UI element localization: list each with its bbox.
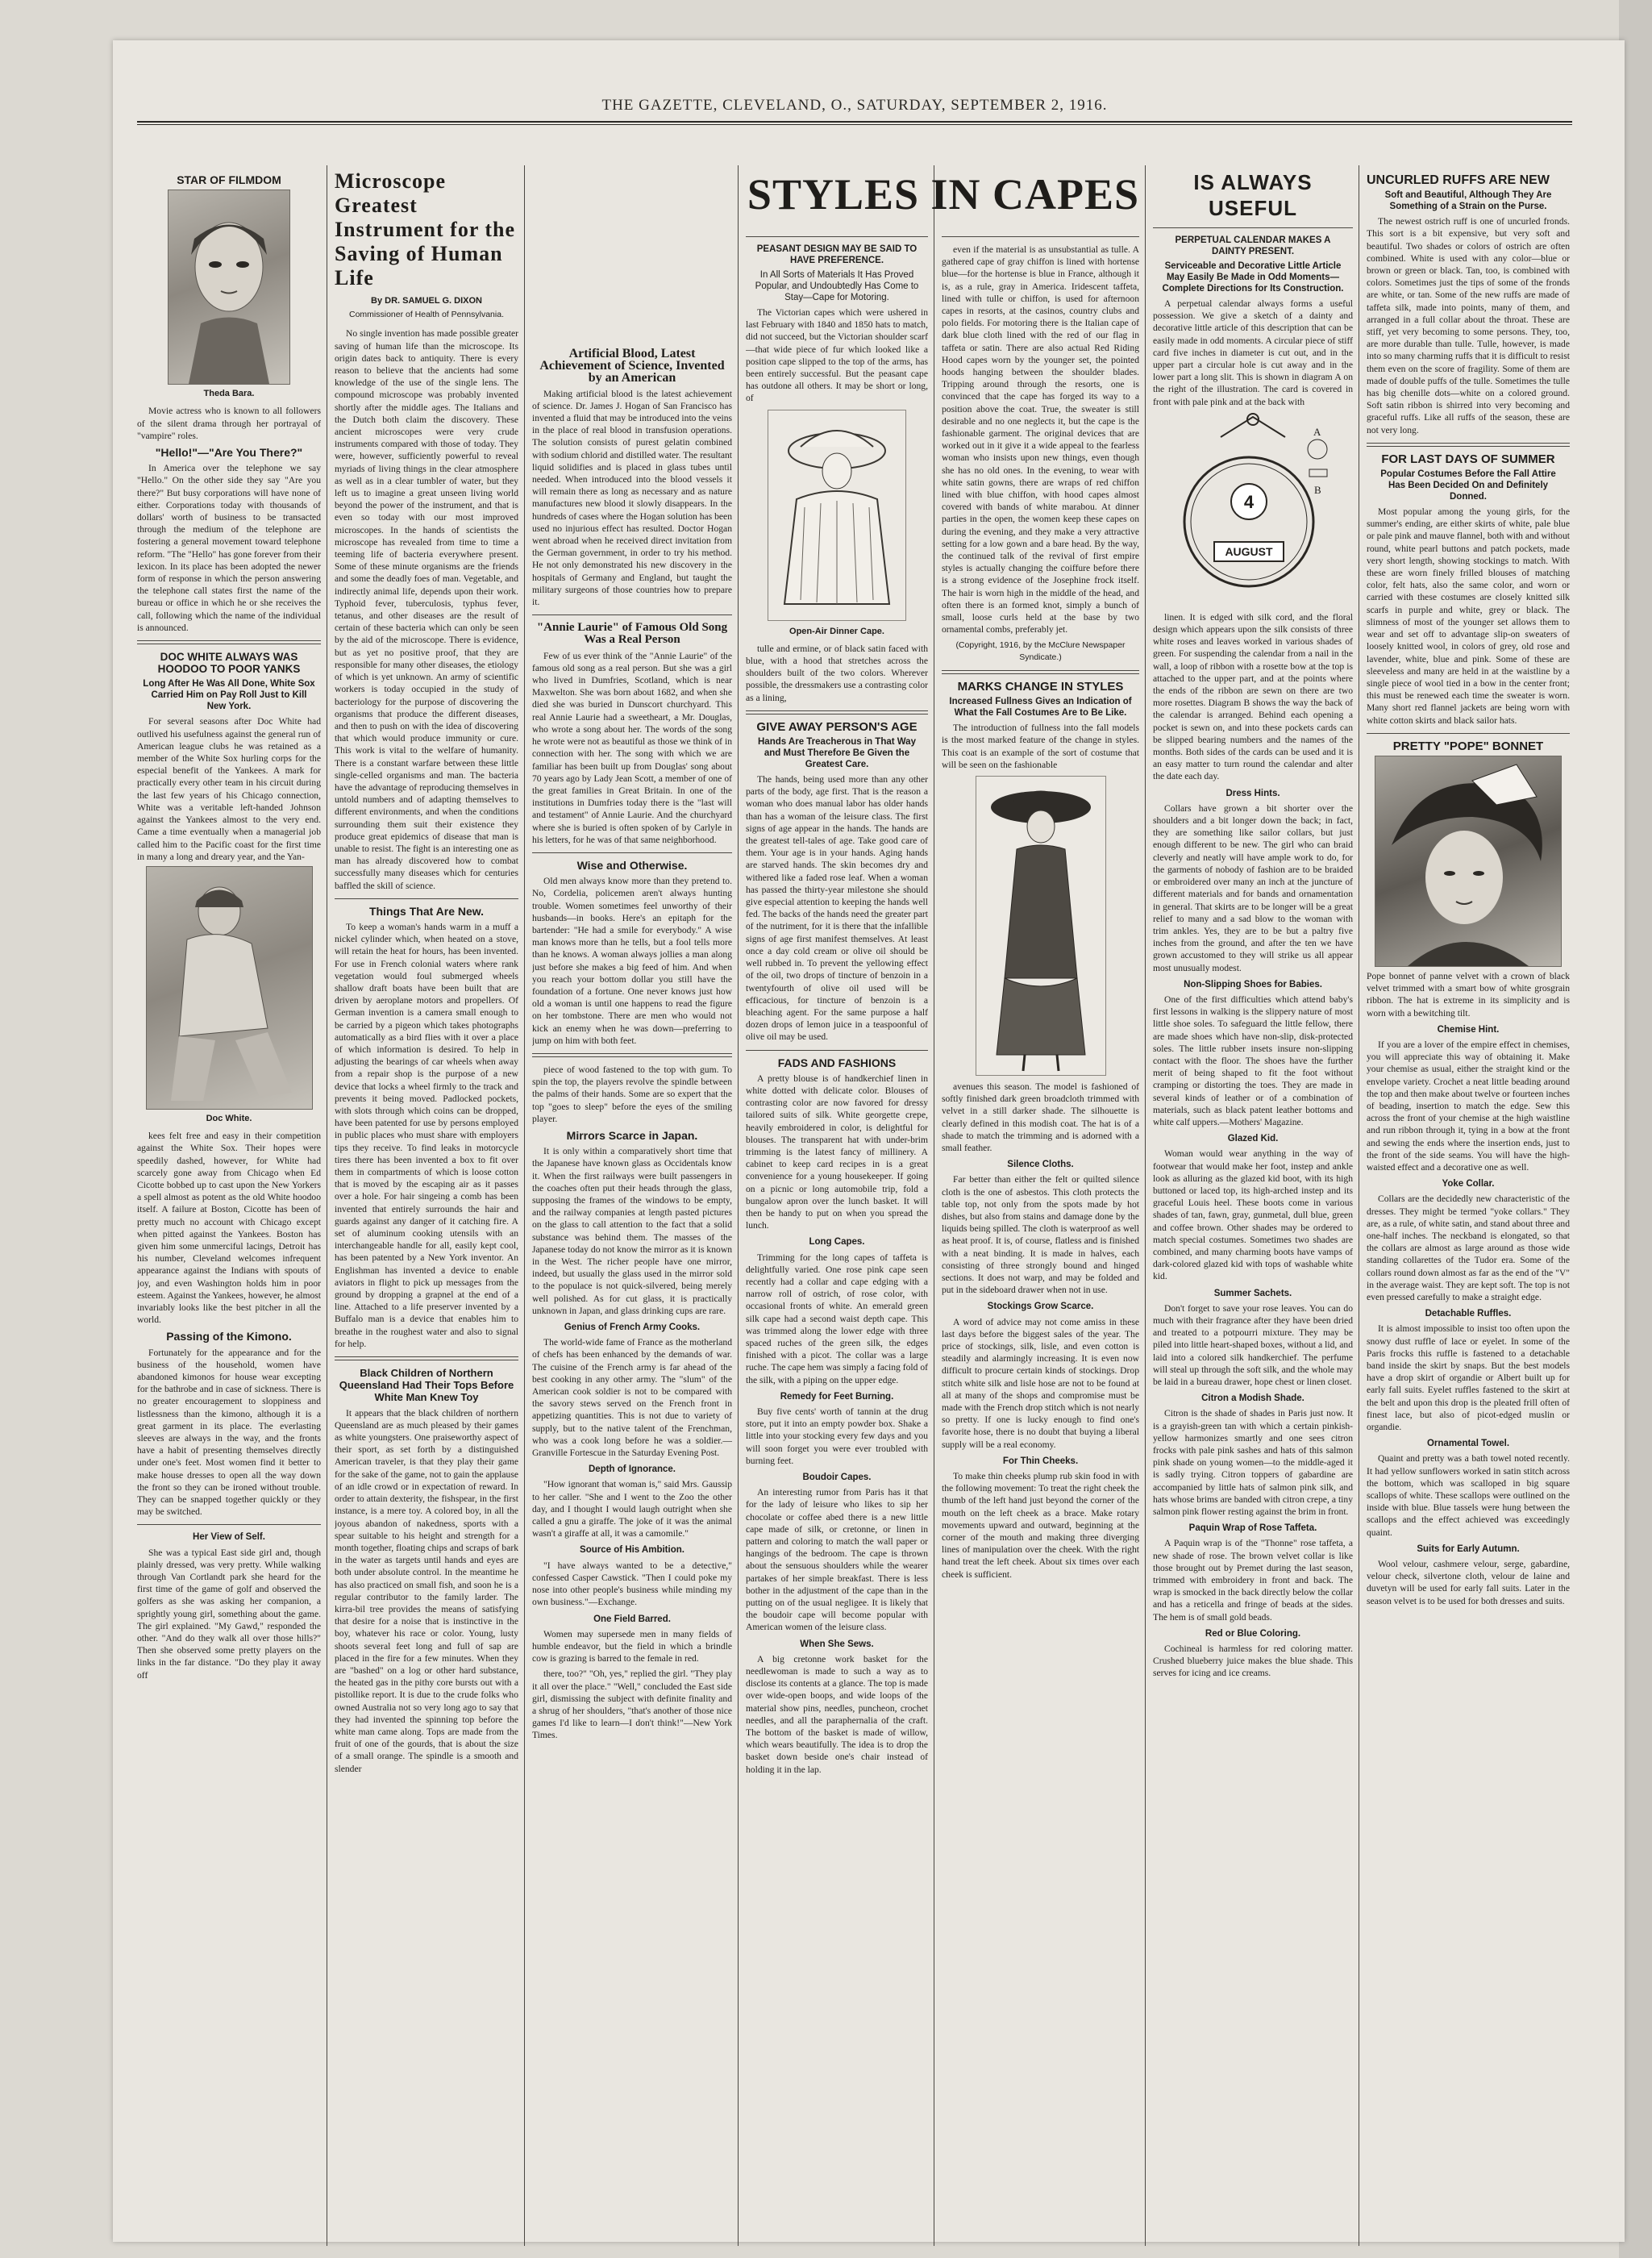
dress-hints-text: Collars have grown a bit shorter over the shoulders and a bit longer down the back; in fact, they are something like sailor collars, but just enough different to be new. The girl who can braid cleverly and neatly will have ample work to do, for the garments of nobody of fashion are to be braided or embroidered over many an inch at the juncture of different materials and for bands and ornamentation in general. That skirts are to be longer will be a great relief to many and a sad blow to the woman with trim ankles. Yes, they are to be but a paltry five inches from the ground, and after the ten we have grown accustomed to they will strike us all appear most unusually modest. xyxy=(1153,802,1353,973)
dinner-cape-illustration xyxy=(768,410,906,621)
microscope-text: No single invention has made possible greater saving of human life than the microscope. Its origin dates back to antiquity. There is every reason to believe that the ancients had some knowledge of the use of the single lens. The compound microscope was probably invented shortly after the middle ages. The Italians and the Dutch both claim the discovery. These ancient microscopes were very crude instruments compared with those of today. They were, however, sufficiently powerful to reveal myriads of living things in the clear atmosphere as well as in a clear tumbler of water, but they left us to imagine a great unseen living world beyond the power of the instrument, and that is even so today with our most improved microscopes. In the hands of scientists the microscope has revealed from time to time a teeming life of bacteria everywhere present. Some of these minute organisms are the friends and some the deadly foes of man. Vegetable, and indirectly animal life, depends upon their work. Typhoid fever, tuberculosis, typhus fever, tetanus, and other diseases are the result of certain of these bacteria which can only be seen by the aid of the microscope. There is evidence, but as yet no positive proof, that they are responsible for many other diseases, the etiology of which is yet unknown. An army of scientific workers is today occupied in the study of bacteriology for the purpose of discovering the organisms that produce the different diseases, and then to push on with the idea of discovering that which would produce immunity or cure. This work is vital to the welfare of humanity. There is a constant warfare between these little single-celled organisms and man. The bacteria have the advantage of reproducing themselves in untold numbers and of adapting themselves to different environments, and when the conditions surrounding them suit their existence they produce great epidemics of disease that man is unable to resist. The fight is an interesting one as man has already discovered how to combat successfully many diseases which for centuries baffled the skill of science. xyxy=(335,328,518,891)
hello-text: In America over the telephone we say "Hello." On the other side they say "Are you there?" But busy corporations will have none of either. Corporations today with thousands of dollars' worth of business to be transacted through the medium of the telephone are fostering a general movement toward telephone reform. "The "Hello" has gone forever from their lexicon. In its place has been adopted the newer form of response in which the person answering the telephone call states first the name of the bureau or office in which he or she receives the call, following which the name of the individual is announced. xyxy=(137,463,321,633)
capes-text-2: tulle and ermine, or of black satin faced with blue, with a hood that stretches across the shoulders built of the two colors. Wherever possible, the dressmakers use a contrasting color as a lining, xyxy=(746,643,928,703)
useful-text-2: linen. It is edged with silk cord, and the floral design which appears upon the silk consists of three white roses and leaves worked in various shades of green. For suspending the calendar from a nail in the wall, a loop of ribbon with a rosette bow at the top is attached to the upper part, and at the points where the ends of the ribbon are sewn on there are two more rosettes. Diagram B shows the way the back of the calendar is arranged. Behind each opening a pocket is sewn on, and into these pockets cards can be slipped bearing numbers and the names of the months. Both sides of the cards can be used and it is an easy matter to turn round the calendar and alter the date each day. xyxy=(1153,611,1353,782)
capes-copyright: (Copyright, 1916, by the McClure Newspaper Syndicate.) xyxy=(955,639,1126,662)
blood-headline: Artificial Blood, Latest Achievement of Science, Invented by an American xyxy=(539,347,725,385)
chemise-headline: Chemise Hint. xyxy=(1437,1024,1500,1035)
kimono-text: Fortunately for the appearance and for the business of the household, women have abandoned kimonos for house wear excepting for the bathrobe and in case of sickness. There is no greater encouragement to sloppiness and listlessness than the kimono, although it is a great garment in its place. The everlasting sleeves are always in the way, and the fronts have a habit of presenting themselves directly under one's feet. Most women find it better to make house dresses to open all the way down the front so they can be ironed without trouble. They can be snapped together quickly or they may be switched. xyxy=(137,1347,321,1518)
redblue-headline: Red or Blue Coloring. xyxy=(1205,1628,1301,1639)
mirrors-text: It is only within a comparatively short time that the Japanese have known glass as Occidentals know it. When the first railways were built passengers in the coaches often put their heads through the glass, supposing the frames of the windows to be empty, and the railway companies at length pasted pictures on the glass to call attention to the fact that a solid substance was behind them. The masses of the Japanese today do not know the mirror as it is known in the West. The richer people have one mirror, indeed, but usually the glass used in the mirror sold to the populace is not quick-silvered, being merely well polished. As for cut glass, it is practically unknown in Japan, and glass drinking cups are rare. xyxy=(532,1146,732,1316)
column-4 xyxy=(746,230,928,2230)
sachets-text: Don't forget to save your rose leaves. You can do much with their fragrance after they have been dried and treated to a potpourri mixture. They may be piled into little heart-shaped boxes, without a lid, and laid into a colored silk handkerchief. The perfume will steal up through the soft silk, and the whole may be laid in a bureau drawer, hope chest or linen closet. xyxy=(1153,1302,1353,1388)
summer-text: Most popular among the young girls, for the summer's ending, are either skirts of white, pale blue or pale pink and mauve flannel, both with and without round, white pearl buttons and patch pockets, made very short length, showing stockings to match. With these are worn finely frilled blouses of matching color, felt hats, also the same color, and worn or carried with these costumes are closely knitted silk scarfs in purple and white, grey or black. The slimness of most of the younger set allows them to wear and set off to advantage slip-on sweaters of loosely knitted wool, in colors of grey, old rose and lavender, white, blue and pink. Some of these are sleeveless and many are held in at the waistline by a single piece of wool tied in a bow in the center front; this must be renewed each time the sweater is worn. Many short red flannel jackets are being worn with white cotton skirts and black sailor hats. xyxy=(1367,506,1570,726)
stockings-text: A word of advice may not come amiss in these last days before the biggest sales of the year. The price of stockings, silk, lisle, and even cotton is steadily and alarmingly increasing. It is even now difficult to procure certain kinds of stockings. Drop stitch white silk and lisle hose are not to be found at all at many of the shops and compromise must be made with the French drop stitch which is not nearly so pretty. If one is lucky enough to find one's favorite hose, there is no doubt that buying a liberal supply will be a real economy. xyxy=(942,1316,1139,1450)
doc-white-text: For several seasons after Doc White had outlived his usefulness against the general run of American league clubs he was retained as a member of the White Sox hurling corps for the especial benefit of the Yankees. A mark for practically every other team in his circuit during the last few years of his Chicago connection, White was a veritable left-handed Johnson against the Yankees almost to the very end. Came a time eventually when a managerial job called him to the Pacific coast for the first time in many a long and dreary year, and the Yan- xyxy=(137,716,321,862)
ruffs-deck: Soft and Beautiful, Although They Are Something of a Strain on the Purse. xyxy=(1384,190,1552,212)
capes-deck-2: In All Sorts of Materials It Has Proved Popular, and Undoubtedly Has Come to Stay—Cape for Motoring. xyxy=(755,270,919,302)
yoke-headline: Yoke Collar. xyxy=(1442,1179,1495,1189)
age-text: The hands, being used more than any other parts of the body, age first. That is the reason a woman who does manual labor has older hands than has a woman of the leisure class. The first signs of age appear in the hands. The hands are the greatest tell-tales of age. Take good care of them. Your age is in your hands. Aging hands are starved hands. The skin becomes dry and withered like a faded rose leaf. When a woman has passed the thirty-year milestone she should give especial attention to keeping the hands well fed. The backs of the hands need the greater part of the nutriment, for it is there that the infallible signs of age first manifest themselves. At least once a day cold cream or olive oil should be well rubbed in. To prevent the yellowing effect of the oil, two drops of tincture of benzoin in a twentyfourth of olive oil used will be efficacious, for tincture of benzoin is a bleaching agent. For the same purpose a half dozen drops of lemon juice in a teaspoonful of olive oil may be used. xyxy=(746,774,928,1043)
capes-headline: STYLES IN CAPES xyxy=(747,170,1140,219)
star-text: Movie actress who is known to all followers of the silent drama through her portrayal of "vampire" roles. xyxy=(137,406,321,441)
useful-deck-2: Serviceable and Decorative Little Article May Easily Be Made in Odd Moments—Complete Directions for Its Construction. xyxy=(1162,261,1344,294)
fall-coat-illustration xyxy=(976,776,1106,1076)
suits-headline: Suits for Early Autumn. xyxy=(1417,1544,1520,1554)
masthead-rule xyxy=(137,121,1572,123)
mirrors-headline: Mirrors Scarce in Japan. xyxy=(566,1128,698,1142)
ruffles-headline: Detachable Ruffles. xyxy=(1425,1309,1512,1319)
calendar-drawing xyxy=(1164,413,1342,606)
glazed-text: Woman would wear anything in the way of footwear that would make her foot, instep and ankle look as alluring as the glazed kid boot, with its high buttoned or laced top, its high-arched instep and its graceful Louis heel. These boots come in various shades of tan, fawn, gray, gunmetal, dull blue, green and coffee brown. Other shades may be ordered to match special costumes. Sometimes two shades are combined, and many charming boots have vamps of dark-colored glazed kid with tops of washable white kid. xyxy=(1153,1148,1353,1282)
microscope-headline: Microscope Greatest Instrument for the Saving of Human Life xyxy=(335,169,516,290)
stockings-headline: Stockings Grow Scarce. xyxy=(987,1302,1094,1312)
view-headline: Her View of Self. xyxy=(193,1532,265,1543)
section-rule xyxy=(746,710,928,714)
star-photo-caption: Theda Bara. xyxy=(203,389,255,399)
summer-headline: FOR LAST DAYS OF SUMMER xyxy=(1381,452,1555,466)
black-children-text: It appears that the black children of northern Queensland are as much pleased by their games as white youngsters. One praiseworthy aspect of their sport, as set forth by a distinguished American traveler, is that they play their game for the sake of the game, not to gain the applause of an idle crowd or in expectation of reward. In order to attain dexterity, the fishspear, in the first instance, is a mere toy. A colored boy, in all the joyous abandon of nakedness, sports with a spear suitable to his height and strength for a month together, floating chips and scraps of bark in the water as targets until hands and eyes are both under absolute control. In the meantime he has also practiced on small fish, and soon he is a regular contributor to the family larder. The kirra-bil tree provides the means of satisfying that desire for a noise that is instinctive in the boy, whatever his race or color. Young, lusty shoots several feet long and full of sap are placed in the fire for a few minutes. When they are "bashed" on a log or other hard substance, the heated gas in the pithy core bursts out with a pistollike report. It is due to the crude folks who owned Australia not so very long ago to say that they had invented the spinning top before the white man came along. Tops are made from the fruit of one of the gourds, that is about the size of a small orange. The spindle is a smooth and slender xyxy=(335,1407,518,1774)
depth-headline: Depth of Ignorance. xyxy=(589,1464,676,1475)
ruffs-headline: UNCURLED RUFFS ARE NEW xyxy=(1367,173,1550,187)
doc-white-deck: Long After He Was All Done, White Sox Carried Him on Pay Roll Just to Kill New York. xyxy=(143,679,315,712)
fads-text: A pretty blouse is of handkerchief linen in white dotted with delicate color. Blouses of contrasting color are now favored for dressy tailored suits of silk. White georgette crepe, heavily embroidered in color, is delightful for blouses. The transparent hat with under-brim trimming is the latest fancy of millinery. A cabinet to keep card recipes in is a great convenience for a young housekeeper. If going on a picnic or long automobile trip, fold a bungalow apron over the lunch basket. It will then be handy to put on when you spread the lunch. xyxy=(746,1073,928,1231)
calendar-day-number: 4 xyxy=(1243,491,1255,512)
fullness-text-2: avenues this season. The model is fashioned of softly finished dark green broadcloth trimmed with velvet in a still darker shade. The silhouette is clearly defined in this modish coat. The hat is of a shade to match the trimming and is adorned with a small feather. xyxy=(942,1081,1139,1153)
towel-text: Quaint and pretty was a bath towel noted recently. It had yellow sunflowers worked in satin stitch across the bottom, which was scalloped in big square scallops of white. These scallops were outlined on the inside with blue. Blue tassels were hung between the scallops and the effect achieved was exceedingly quaint. xyxy=(1367,1453,1570,1538)
sachets-headline: Summer Sachets. xyxy=(1213,1288,1292,1298)
ambition-headline: Source of His Ambition. xyxy=(580,1545,685,1556)
column-2 xyxy=(335,169,518,2234)
nonslip-headline: Non-Slipping Shoes for Babies. xyxy=(1184,979,1322,989)
remedy-text: Buy five cents' worth of tannin at the drug store, put it into an empty powder box. Shake a little into your stocking every few days and you will soon forget you were ever troubled with burning feet. xyxy=(746,1406,928,1466)
doc-white-headline: DOC WHITE ALWAYS WAS HOODOO TO POOR YANKS xyxy=(157,651,301,676)
column-divider xyxy=(738,165,739,2246)
microscope-credit: Commissioner of Health of Pennsylvania. xyxy=(348,310,504,320)
chemise-text: If you are a lover of the empire effect in chemises, you will appreciate this way of obtaining it. Make your chemise as usual, either the straight kind or the envelope variety. Crochet a neat little beading around the top and then make about twelve or fourteen inches of beading, insertion to match the edge. Sew this across the front of your chemise at the high waistline and run ribbon through it, tying in a bow at the front and sewing the ends where the insertion ends, just to the front of the side seams. You will have the high-waisted effect and a decorative one as well. xyxy=(1367,1039,1570,1173)
masthead: THE GAZETTE, CLEVELAND, O., SATURDAY, SEPTEMBER 2, 1916. xyxy=(601,97,1108,114)
ruffles-text: It is almost impossible to insist too often upon the snowy dust ruffle of lace or eyelet. In some of the Paris frocks this ruffle is fastened to a detachable band inside the skirt by snaps. But the best models have a drop skirt of organdie or Albert built up for early fall suits. Eyelet ruffles fastened to the skirt at the belt and upon this drop is the pleated frill often of finest lace, but also of picot-edged muslin or organdie. xyxy=(1367,1323,1570,1433)
field-headline: One Field Barred. xyxy=(593,1614,671,1624)
doc-white-caption: Doc White. xyxy=(206,1113,252,1123)
doc-white-photo xyxy=(146,866,313,1110)
ambition-text: "I have always wanted to be a detective," confessed Casper Cawstick. "Then I could poke my nose into other people's business while minding my own business."—Exchange. xyxy=(532,1560,732,1608)
section-rule xyxy=(942,670,1139,674)
column-5 xyxy=(942,230,1139,2230)
section-rule xyxy=(335,1356,518,1360)
paquin-text: A Paquin wrap is of the "Thonne" rose taffeta, a new shade of rose. The brown velvet collar is like those brought out by Premet during the last season, trimmed with embroidery in front and back. The wrap is smocked in the back directly below the collar and has a reticella and fringe of beads at the sides. The hem is of small gold beads. xyxy=(1153,1538,1353,1623)
glazed-headline: Glazed Kid. xyxy=(1227,1134,1279,1144)
column-6 xyxy=(1153,169,1353,2234)
column-divider xyxy=(1145,165,1146,2246)
kimono-headline: Passing of the Kimono. xyxy=(166,1330,292,1344)
field-text: Women may supersede men in many fields of humble endeavor, but the field in which a brindle cow is grazing is barred to the female in red. xyxy=(532,1628,732,1664)
age-headline: GIVE AWAY PERSON'S AGE xyxy=(756,719,918,734)
section-rule xyxy=(746,236,928,237)
column-3 xyxy=(532,169,732,2234)
things-text: To keep a woman's hands warm in a muff a nickel cylinder which, when heated on a stove, will retain the heat for hours, has been invented. For use in French colonial waters where rank vegetation would foul submerged wheels shallow draft boats have been built that are driven by aeroplane motors and propellers. Of German invention is a camera small enough to be carried by a pigeon which takes photographs automatically as a bird flies with it over a place of which information is desired. To help in adjusting the bearings of car wheels when away from a repair shop is the purpose of a new device that locks a wheel firmly to the track and prevents it being moved. Padlocked pockets, with slots through which coins can be dropped, have been patented for use by persons employed in public places who must share with employers tips they receive. To find leaks in motorcycle tires there has been invented a box to fit over them in compartments of which is loose cotton that is moved by the escaping air as it passes over a hole. For hair singeing a comb has been invented that entirely surrounds the hair and guards against any danger of it catching fire. A set of aluminum cooking utensils with an interchangeable handle for all, easily kept cool, has been patented by a New York inventor. An Englishman has invented a device to enable aviators in flight to pick up messages from the ground by dropping a grapnel at the end of a line. Attached to a life preserver invented by a Buffalo man is a device that enables him to breathe in the roughest water and also to signal for help. xyxy=(335,921,518,1349)
calendar-month-label: AUGUST xyxy=(1225,544,1273,558)
capes-continued-text: even if the material is as unsubstantial as tulle. A gathered cape of gray chiffon is lined with hortense blue—for the hortense is blue in France, although it is, as a rule, gray in America. Iridescent taffeta, lined with tulle or chiffon, is used for afternoon capes in resorts, at the casinos, country clubs and polo fields. For motoring there is the Italian cape of dark blue cloth lined with the red of our flag in taffeta or satin. There are also actual Red Riding Hood capes worn by the younger set, the pointed hoods hanging between the shoulder blades. Tripping around through the resorts, one is convinced that the cape has forged its way to a position above the coat. True, the sweater is still desirable and no one neglects it, but the cape is the fashionable garment. The original devices that are worked out in it give it a wide appeal to the fearless woman who insists upon new things, even though she has no old ones. In the evening, to wear with white satin gowns, there are wraps of red chiffon lined with blue chiffon, with hood capes almost covered with bands of white marabou. At dinner parties in the open, the women keep these capes on during the evening, and they make a very attractive setting for a low gown and a bare head. By the way, the continued talk of the revival of first empire styles is actually changing the coiffure before there is a strong evidence of the Josephine frock itself. The hair is worn high in the middle of the head, and often there is an formed knot, simply a bunch of small, loose curls held at the base by two ornamental combs, preferably jet. xyxy=(942,244,1139,635)
citron-headline: Citron a Modish Shade. xyxy=(1201,1394,1305,1404)
ruffs-text: The newest ostrich ruff is one of uncurled fronds. This sort is a bit expensive, but very soft and beautiful. Two shades or colors of ostrich are often combined. White is used with any color—blue or brown or green or black. Tan, too, is combined with colors. Sometimes just the tips of some of the fronds are white, or tan. Some of the new ruffs are made of taffeta silk, made into points, many of them, and arranged in a full collar about the throat. These are stiff, yet very becoming to some persons. They, too, are more durable than tulle. Tulle, however, is made into so many charming ruffs that it is difficult to resist them even on the score of fragility. Some of them are made of double puffs of the tulle. Sometimes the tulle has big chenille dots—white on a colored ground. Soft satin ribbon is shirred into very becoming and graceful ruffs. Like all ruffs of the season, these are not very long. xyxy=(1367,216,1570,435)
long-capes-headline: Long Capes. xyxy=(809,1237,865,1248)
towel-headline: Ornamental Towel. xyxy=(1426,1439,1510,1449)
theda-bara-photo xyxy=(168,190,290,385)
microscope-byline: By DR. SAMUEL G. DIXON xyxy=(371,296,482,306)
cooks-headline: Genius of French Army Cooks. xyxy=(564,1323,701,1333)
section-rule xyxy=(335,898,518,899)
boudoir-text: An interesting rumor from Paris has it that for the lady of leisure who likes to sip her chocolate or coffee abed there is a new little cape made of silk, or cretonne, or linen in pattern and coloring to match the wall paper or hangings of the bedroom. The cape is thrown about the sensuous shoulders while the wearer partakes of her simple breakfast. There is less bother in the adjustment of the cape than in the putting on of the usual negligee. It is likely that the boudoir cape will become popular with American women of the leisure class. xyxy=(746,1487,928,1633)
useful-text: A perpetual calendar always forms a useful possession. We give a sketch of a dainty and decorative little article of this description that can be easily made in odd moments. A circular piece of stiff card five inches in diameter is cut out, and in the upper part a circular hole is cut away and in the lower part a long slit. This is shown in diagram A on the right of the illustration. The card is covered in front with pale pink and at the back with xyxy=(1153,298,1353,407)
section-rule xyxy=(746,1050,928,1051)
silence-text: Far better than either the felt or quilted silence cloth is the one of asbestos. This cloth protects the table top, not only from the spots made by hot dishes, but also from stains and damage done by the liquids being spilled. The cloth is waterproof as well as heat proof. It is, of course, flatless and is finished with a neat binding. It is made in halves, each consisting of three strongly bound and hinged sections. It does not warp, and may be folded and put in the sideboard drawer when not in use. xyxy=(942,1174,1139,1296)
hello-headline: "Hello!"—"Are You There?" xyxy=(155,446,303,460)
section-rule xyxy=(1367,443,1570,447)
citron-text: Citron is the shade of shades in Paris just now. It is a grayish-green tan with which a certain pinkish-yellow harmonizes smartly and one sees citron frocks with pale pink sashes and hats of this salmon pink shade on young women—to the middle-aged it is sadly trying. Citron toppers of gabardine are accompanied by little hats of salmon pink silk, and hats whose brims are banded with citron crepe, a tiny salmon pink flower resting against the brim in front. xyxy=(1153,1408,1353,1518)
column-1 xyxy=(137,169,321,2234)
section-rule xyxy=(1153,227,1353,228)
sew-headline: When She Sews. xyxy=(800,1639,874,1649)
newspaper-page xyxy=(113,40,1625,2242)
cheeks-text: To make thin cheeks plump rub skin food in with the following movement: To treat the right cheek the thumb of the left hand just beyond the corner of the mouth on the left cheek as a brace. Make rotary movements upward and outward, beginning at the corner of the mouth and making three diverging lines of manipulation over the cheek. With the right hand treat the left cheek. About six times over each cheek is sufficient. xyxy=(942,1471,1139,1580)
section-rule xyxy=(137,640,321,644)
useful-deck-1: PERPETUAL CALENDAR MAKES A DAINTY PRESENT. xyxy=(1175,235,1331,256)
sew-text: A big cretonne work basket for the needlewoman is made to such a way as to disclose its contents at a glance. The top is made over wide-open boops, and wide loops of the material show pins, needles, puncheon, crochet needles, and all the paraphernalia of the craft. The bottom of the basket is made of willow, which wears beautifully. The idea is to drop the basket down beside one's chair instead of holding it in the lap. xyxy=(746,1653,928,1775)
laurie-text: Few of us ever think of the "Annie Laurie" of the famous old song as a real person. But she was a girl who lived in Dumfries, Scotland, which is near Maxwelton. She was born about 1682, and when she died she was buried in Dunscort churchyard. This real Annie Laurie had a sweetheart, a Mr. Douglas, who wrote a song about her. The words of the song he wrote were not as beautiful as those we think of in connection with her. The song with which we are familiar has been built up from Douglas' song about 70 years ago by Lady Jean Scott, a member of one of the great families in Great Britain. In one of the institutions in Dumfries today there is the "last will and testament" of Annie Laurie. And the churchyard where she is buried is often spoken of by Carlyle in his letters, for he was of that same neighborhood. xyxy=(532,650,732,845)
portrait-illustration xyxy=(169,190,289,384)
fads-headline: FADS AND FASHIONS xyxy=(777,1056,897,1069)
section-rule xyxy=(532,852,732,853)
pope-caption: Pope bonnet of panne velvet with a crown of black velvet trimmed with a smart bow of white grosgrain ribbon. The hat is extreme in its simplicity and is worn with a bewitching tilt. xyxy=(1367,970,1570,1019)
diagram-b-label: B xyxy=(1314,483,1321,496)
remedy-headline: Remedy for Feet Burning. xyxy=(780,1391,894,1402)
depth-text: "How ignorant that woman is," said Mrs. Gaussip to her caller. "She and I went to the Zoo the other day, and I thought I would laugh outright when she called a gnu a giraffe. The joke of it was the animal wasn't a giraffe at all, it was a camomile." xyxy=(532,1479,732,1539)
blood-text: Making artificial blood is the latest achievement of science. Dr. James J. Hogan of San Francisco has invented a fluid that may be introduced into the veins in the place of real blood in transfusion operations. The solution consists of purest gelatin combined with sodium chlorid and distilled water. The resultant liquid solidifies and is placed in glass tubes until needed. When introduced into the blood vessels it will remain there as long as necessary and as nature manufactures new blood it slowly disappears. In the hundreds of cases where the Hogan solution has been used no injurious effect has resulted. Doctor Hogan went abroad when he received direct invitation from the German government, in order to try his method. He not only demonstrated his new discovery in the hospitals of Germany and England, but taught the military surgeons of those countries how to prepare it. xyxy=(532,388,732,608)
cape-caption: Open-Air Dinner Cape. xyxy=(789,626,884,636)
view-continuation: there, too?" "Oh, yes," replied the girl. "They play it all over the place." "Well," concluded the East side girl, dismissing the subject with definite finality and a shrug of her shoulders, "that's another of those nice games I'd like to learn—I don't think!"—New York Times. xyxy=(532,1669,732,1741)
laurie-headline: "Annie Laurie" of Famous Old Song Was a Real Person xyxy=(536,621,728,647)
silence-headline: Silence Cloths. xyxy=(1007,1160,1074,1170)
pope-bonnet-photo xyxy=(1375,756,1562,967)
cheeks-headline: For Thin Cheeks. xyxy=(1002,1456,1079,1466)
section-rule xyxy=(942,236,1139,237)
capes-text: The Victorian capes which were ushered in last February with 1840 and 1850 hats to match, did not succeed, but the Victorian shoulder scarf —that wide piece of fur which looked like a position cape slipped to the top of the arms, has been entirely successful. But the peasant cape has outdone all others. It may be short or long, of xyxy=(746,307,928,404)
cape-figure-drawing xyxy=(768,410,905,620)
coat-figure-drawing xyxy=(976,777,1105,1075)
microscope-continuation-space xyxy=(532,169,732,343)
wise-headline: Wise and Otherwise. xyxy=(576,858,688,872)
section-rule xyxy=(532,614,732,615)
nonslip-text: One of the first difficulties which attend baby's first lessons in walking is the slippery nature of most little shoe soles. To safeguard the little fellow, there are made shoes which have non-slip, disk-protected soles. The little rubber insets insure non-slipping contact with the floor. The shoes have the further merit of being shaped to fit the foot without cramping or distorting the toes. They are made in several kinds of leather or of a combination of materials, such as black patent leather bottoms and white calf uppers.—Mothers' Magazine. xyxy=(1153,994,1353,1127)
capes-deck-1: PEASANT DESIGN MAY BE SAID TO HAVE PREFERENCE. xyxy=(756,244,918,265)
doc-white-text-2: kees felt free and easy in their competition against the White Sox. Their hopes were speedily dashed, however, for White had scarcely gone away from Chicago when Ed Cicotte bobbed up to cast upon the New Yorkers a spell almost as potent as the old White hoodoo itself. A failure at Boston, Cicotte has been of pretty much no account with Chicago except when pitted against the Yankees. Boston has given him some unmerciful lacings, Detroit has his number, Cleveland welcomes infrequent appearance against the Indians with spouts of joy, and even Washington holds him in poor esteem. Against the Yankees, however, he almost invariably looks like the best pitcher in all the world. xyxy=(137,1131,321,1326)
redblue-text: Cochineal is harmless for red coloring matter. Crushed blueberry juice makes the blue shade. This serves for icing and ice creams. xyxy=(1153,1644,1353,1679)
age-deck: Hands Are Treacherous in That Way and Must Therefore Be Given the Greatest Care. xyxy=(758,737,916,770)
summer-deck: Popular Costumes Before the Fall Attire Has Been Decided On and Definitely Donned. xyxy=(1380,469,1556,502)
long-capes-text: Trimming for the long capes of taffeta is delightfully varied. One rose pink cape seen recently had a collar and cape edging with a narrow roll of ostrich, of rose color, with occasional fronts of white. An emerald green silk cape had a second waist depth cape. This was trimmed along the lower edge with three spaced ruches of the green silk, the edges finished with a picot. The collar was a large ruche. The cape hem was simply a facing fold of the silk, with a piping on the upper edge. xyxy=(746,1252,928,1385)
paquin-headline: Paquin Wrap of Rose Taffeta. xyxy=(1188,1523,1317,1534)
section-rule xyxy=(532,1053,732,1057)
section-rule xyxy=(137,1524,321,1525)
baseball-player-illustration xyxy=(147,867,312,1109)
calendar-illustration xyxy=(1164,413,1342,606)
diagram-a-label: A xyxy=(1313,425,1321,438)
things-headline: Things That Are New. xyxy=(368,904,485,918)
fullness-headline: MARKS CHANGE IN STYLES xyxy=(957,679,1124,694)
column-7 xyxy=(1367,169,1570,2234)
dress-hints-headline: Dress Hints. xyxy=(1225,788,1280,798)
star-headline: STAR OF FILMDOM xyxy=(177,173,281,186)
column-divider xyxy=(524,165,525,2246)
view-text: She was a typical East side girl and, though plainly dressed, was very pretty. While walking through Van Cortlandt park she heard for the first time of the game of golf and observed the golfers as she was asking her companion, a sprightly young girl, something about the game. The girl explained. "My Gawd," responded the other. "And do they walk all over those hills?" Then she observed some pretty players on the links in the far distance. "Do they play it away off xyxy=(137,1547,321,1681)
fullness-deck: Increased Fullness Gives an Indication of What the Fall Costumes Are to Be Like. xyxy=(949,697,1132,719)
pope-headline: PRETTY "POPE" BONNET xyxy=(1392,739,1544,753)
useful-headline: IS ALWAYS USEFUL xyxy=(1193,170,1313,220)
black-children-continuation: piece of wood fastened to the top with gum. To spin the top, the players revolve the spindle between the palms of their hands. Some are so expert that the top "goes to sleep" before the eyes of the smiling player. xyxy=(532,1064,732,1124)
yoke-text: Collars are the decidedly new characteristic of the dresses. They might be termed "yoke collars." They are, as a rule, of white satin, and stand about three and one-half inches. The neckband is elongated, so that the collars are almost as large around as those wide standing collarettes of the Tudor era. Some of the collars round down almost as far as the end of the "V" in the average waist. They are kept soft. The top is not even pressed carefully to make a straight edge. xyxy=(1367,1194,1570,1302)
fullness-text: The introduction of fullness into the fall models is the most marked feature of the change in styles. This coat is an example of the sort of costume that will be seen on the fashionable xyxy=(942,723,1139,770)
suits-text: Wool velour, cashmere velour, serge, gabardine, velour check, silvertone cloth, velour de laine and duvetyn will be used for early fall suits. Later in the season velvet is to be used for both dresses and suits. xyxy=(1367,1559,1570,1606)
masthead-rule-thin xyxy=(137,124,1572,125)
section-rule xyxy=(1367,733,1570,734)
cooks-text: The world-wide fame of France as the motherland of chefs has been enhanced by the demands of war. The cuisine of the French army is far ahead of the best cooking in any other army. The "slum" of the American cook soldier is not to be compared with the savory stews served on the French front in appetizing quantities. This is not due to variety of supply, but to the native talent of the Frenchman, who was a cook long before he was a soldier.—Granville Fortescue in the Saturday Evening Post. xyxy=(532,1337,732,1459)
bonnet-portrait-drawing xyxy=(1375,756,1561,966)
boudoir-headline: Boudoir Capes. xyxy=(802,1473,872,1483)
black-children-headline: Black Children of Northern Queensland Had Their Tops Before White Man Knew Toy xyxy=(339,1367,514,1404)
wise-text: Old men always know more than they pretend to. No, Cordelia, policemen aren't always hunting trouble. Women sometimes feel unworthy of their husbands—in books. Here's an epitaph for the bartender: "He had a smile for everybody." A wise man knows more than he tells, but a fool tells more than he knows. A woman always jollies a man along just before she makes a big feed of him. And when you reach your bottom dollar you still have the foundation of a fortune. One never knows just how old a woman is until one happens to read the figure on her tombstone. There are men who would not kick an enemy when he was down—preferring to jump on him with both feet. xyxy=(532,876,732,1046)
